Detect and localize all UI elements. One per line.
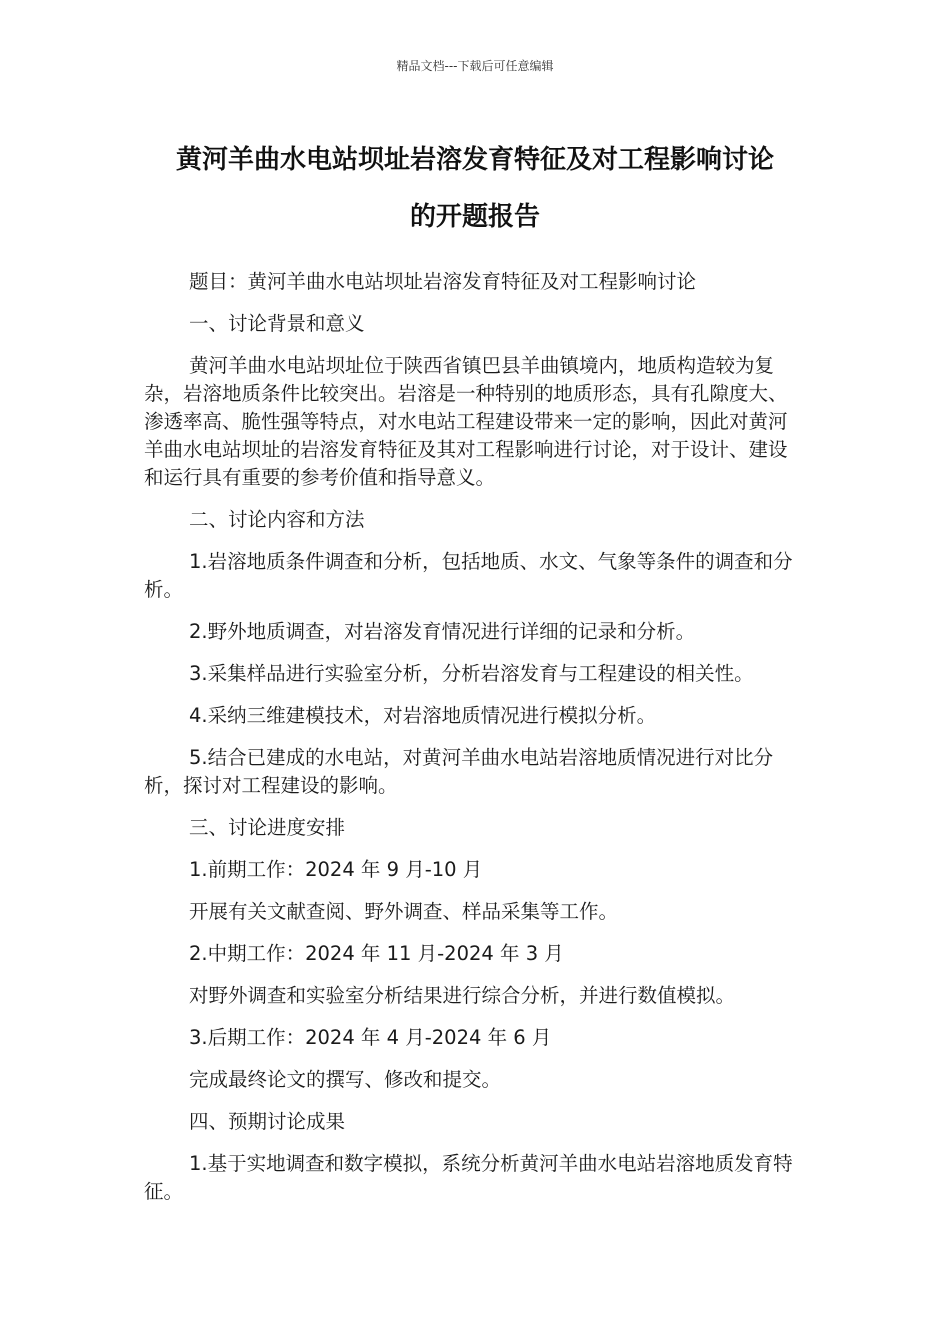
section-heading-schedule: 三、讨论进度安排 — [189, 816, 346, 839]
schedule-description: 完成最终论文的撰写、修改和提交。 — [189, 1068, 502, 1091]
schedule-phase: 2.中期工作：2024 年 11 月-2024 年 3 月 — [189, 942, 564, 965]
schedule-description: 开展有关文献查阅、野外调查、样品采集等工作。 — [189, 900, 619, 923]
list-item: 5.结合已建成的水电站，对黄河羊曲水电站岩溶地质情况进行对比分析，探讨对工程建设的影响。 — [144, 746, 774, 797]
list-item: 3.采集样品进行实验室分析，分析岩溶发育与工程建设的相关性。 — [189, 662, 754, 685]
section-heading-background: 一、讨论背景和意义 — [189, 312, 365, 335]
page-header-note: 精品文档---下载后可任意编辑 — [396, 59, 554, 73]
background-paragraph: 黄河羊曲水电站坝址位于陕西省镇巴县羊曲镇境内，地质构造较为复杂，岩溶地质条件比较突出。岩溶是一种特别的地质形态，具有孔隙度大、渗透率高、脆性强等特点，对水电站工程建设带来一定的影响，因此对黄河羊曲水电站坝址的岩溶发育特征及其对工程影响进行讨论，对于设计、建设和运行具有重要的参考价值和指导意义。 — [144, 354, 788, 489]
topic-line: 题目：黄河羊曲水电站坝址岩溶发育特征及对工程影响讨论 — [189, 270, 697, 293]
list-item: 2.野外地质调查，对岩溶发育情况进行详细的记录和分析。 — [189, 620, 696, 643]
list-item: 1.岩溶地质条件调查和分析，包括地质、水文、气象等条件的调查和分析。 — [144, 550, 793, 601]
section-heading-content-method: 二、讨论内容和方法 — [189, 508, 365, 531]
list-item: 1.基于实地调查和数字模拟，系统分析黄河羊曲水电站岩溶地质发育特征。 — [144, 1152, 793, 1203]
title-line-2: 的开题报告 — [409, 202, 540, 232]
schedule-phase: 3.后期工作：2024 年 4 月-2024 年 6 月 — [189, 1026, 552, 1049]
section-heading-expected-results: 四、预期讨论成果 — [189, 1110, 346, 1133]
schedule-phase: 1.前期工作：2024 年 9 月-10 月 — [189, 858, 483, 881]
schedule-description: 对野外调查和实验室分析结果进行综合分析，并进行数值模拟。 — [189, 984, 736, 1007]
title-line-1: 黄河羊曲水电站坝址岩溶发育特征及对工程影响讨论 — [175, 145, 774, 175]
document-body — [144, 268, 794, 1220]
document-title — [130, 132, 820, 246]
list-item: 4.采纳三维建模技术，对岩溶地质情况进行模拟分析。 — [189, 704, 657, 727]
